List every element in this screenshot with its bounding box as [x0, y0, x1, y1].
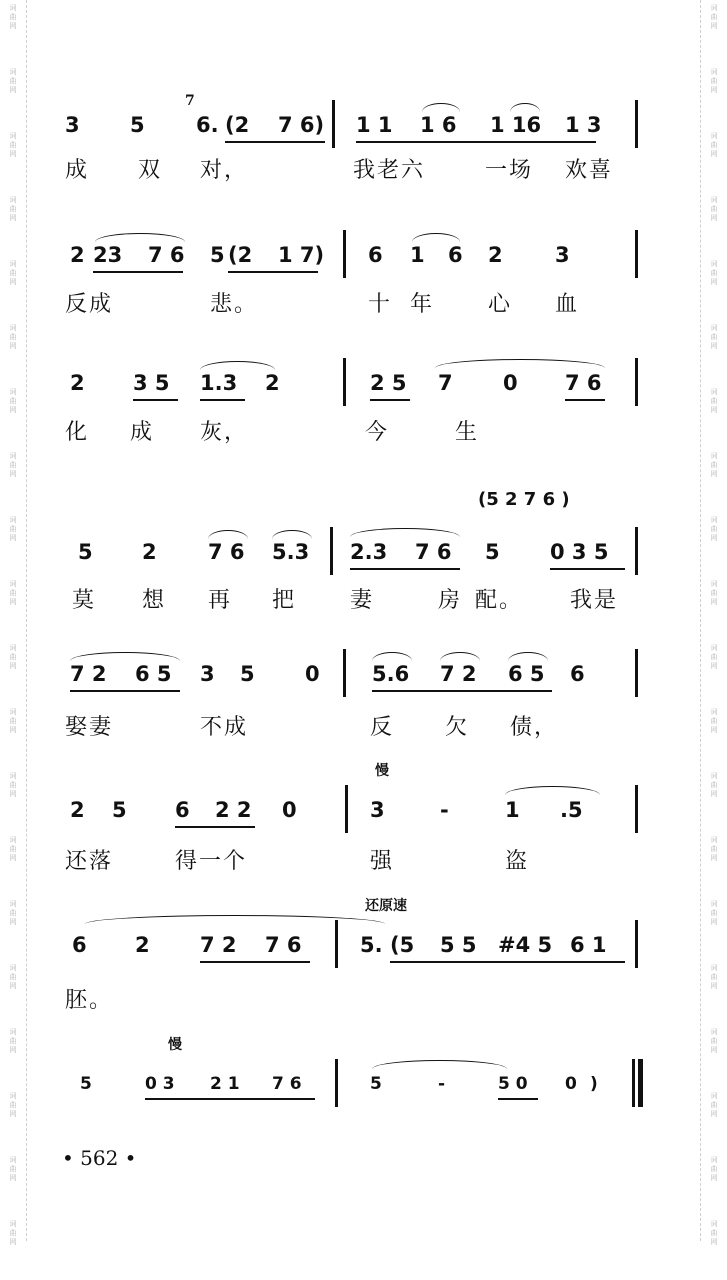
note: 0 3 5: [550, 540, 609, 564]
watermark-glyphs: 词 曲 网: [710, 388, 718, 414]
lyric: 今: [365, 420, 390, 445]
note: 5: [80, 1074, 92, 1094]
note: 6.: [196, 113, 219, 137]
lyric: 房: [438, 588, 463, 613]
watermark-glyphs: 词 曲 网: [9, 708, 17, 734]
note: 0: [305, 662, 320, 686]
tempo-marking: 还原速: [365, 898, 407, 914]
note: 6: [175, 798, 190, 822]
watermark-glyphs: 词 曲 网: [710, 196, 718, 222]
lyric: 生: [455, 420, 480, 445]
watermark-glyphs: 词 曲 网: [9, 196, 17, 222]
underline: [390, 961, 625, 963]
lyric: 灰，: [200, 420, 249, 445]
note: 7 6: [565, 371, 602, 395]
note: 6 5: [135, 662, 172, 686]
watermark-glyphs: 词 曲 网: [9, 452, 17, 478]
note: 2.3: [350, 540, 388, 564]
watermark-glyphs: 词 曲 网: [710, 68, 718, 94]
watermark-glyphs: 词 曲 网: [710, 1092, 718, 1118]
note: 6 5: [508, 662, 545, 686]
lyric: 我老六: [353, 158, 426, 183]
note: 5 5: [440, 933, 477, 957]
note: 5: [370, 1074, 382, 1094]
watermark-glyphs: 词 曲 网: [9, 68, 17, 94]
watermark-glyphs: 词 曲 网: [9, 580, 17, 606]
note: 1 3: [565, 113, 602, 137]
note: 6: [448, 243, 463, 267]
underline: [70, 690, 180, 692]
lyric: 血: [555, 292, 580, 317]
watermark-glyphs: 词 曲 网: [710, 836, 718, 862]
note: 6 1: [570, 933, 607, 957]
notation-row: [60, 363, 645, 403]
watermark-glyphs: 词 曲 网: [710, 708, 718, 734]
note: 5: [240, 662, 255, 686]
lyric: 莫: [72, 588, 97, 613]
underline: [370, 399, 410, 401]
watermark-glyphs: 词 曲 网: [9, 900, 17, 926]
barline: [635, 649, 638, 697]
lyric: 得一个: [175, 849, 248, 874]
note: 5.: [360, 933, 383, 957]
note: (2: [225, 113, 250, 137]
note: 7 6: [208, 540, 245, 564]
notation-row: [60, 235, 645, 275]
watermark-glyphs: 词 曲 网: [9, 1156, 17, 1182]
watermark-glyphs: 词 曲 网: [9, 964, 17, 990]
lyric: 不成: [200, 715, 249, 740]
note: 2: [488, 243, 503, 267]
final-barline-thin: [632, 1059, 635, 1107]
note: 2: [135, 933, 150, 957]
slur: [372, 1060, 507, 1069]
note: 7: [438, 371, 453, 395]
watermark-left: [0, 0, 27, 1246]
lyric: 对，: [200, 158, 249, 183]
underline: [372, 690, 552, 692]
watermark-glyphs: 词 曲 网: [710, 260, 718, 286]
notation-row: [60, 1064, 645, 1104]
lyric: 年: [410, 292, 435, 317]
watermark-glyphs: 词 曲 网: [9, 516, 17, 542]
watermark-glyphs: 词 曲 网: [710, 1028, 718, 1054]
barline: [332, 100, 335, 148]
note: 2: [70, 371, 85, 395]
barline: [635, 230, 638, 278]
note: 23: [93, 243, 123, 267]
barline: [345, 785, 348, 833]
lyric: 反: [370, 715, 395, 740]
note: 5: [112, 798, 127, 822]
notation-row: [60, 532, 645, 572]
note: 5: [130, 113, 145, 137]
watermark-glyphs: 词 曲 网: [710, 900, 718, 926]
watermark-glyphs: 词 曲 网: [9, 644, 17, 670]
underline: [565, 399, 605, 401]
note: 1 1: [356, 113, 393, 137]
watermark-glyphs: 词 曲 网: [710, 4, 718, 30]
watermark-glyphs: 词 曲 网: [9, 260, 17, 286]
note: 2: [70, 798, 85, 822]
lyric: 把: [272, 588, 297, 613]
note: 7 6: [272, 1074, 302, 1094]
watermark-glyphs: 词 曲 网: [9, 772, 17, 798]
note: 1 7): [278, 243, 325, 267]
notation-row: [60, 654, 645, 694]
note: 5 0: [498, 1074, 528, 1094]
lyric: 心: [488, 292, 513, 317]
note: 3: [555, 243, 570, 267]
note: 2: [142, 540, 157, 564]
slur: [435, 359, 605, 368]
underline: [175, 826, 255, 828]
watermark-glyphs: 词 曲 网: [9, 836, 17, 862]
watermark-glyphs: 词 曲 网: [710, 452, 718, 478]
underline: [550, 568, 625, 570]
notation-row: [60, 93, 645, 145]
note: 1: [410, 243, 425, 267]
lyric: 配。: [475, 588, 524, 613]
lyric: 化: [65, 420, 90, 445]
lyric: 再: [208, 588, 233, 613]
lyric: 想: [142, 588, 167, 613]
lyric: 娶妻: [65, 715, 114, 740]
underline: [350, 568, 460, 570]
watermark-glyphs: 词 曲 网: [710, 1156, 718, 1182]
note: ): [590, 1074, 598, 1094]
lyric: 双: [138, 158, 163, 183]
barline: [635, 920, 638, 968]
notation-prefix-row: [60, 480, 645, 520]
watermark-glyphs: 词 曲 网: [710, 132, 718, 158]
note: 3: [200, 662, 215, 686]
note: -: [440, 798, 449, 822]
watermark-glyphs: 词 曲 网: [9, 1028, 17, 1054]
grace-note: 7: [185, 93, 195, 109]
lyric: 悲。: [210, 292, 259, 317]
note: -: [438, 1074, 446, 1094]
note: 3 5: [133, 371, 170, 395]
note: 7 6: [148, 243, 185, 267]
note: 2: [265, 371, 280, 395]
note: 1.3: [200, 371, 238, 395]
tempo-marking: 慢: [168, 1037, 182, 1053]
barline: [635, 100, 638, 148]
note: 7 2: [440, 662, 477, 686]
note: 7 6: [415, 540, 452, 564]
note: 7 6): [278, 113, 325, 137]
watermark-right: [700, 0, 727, 1246]
note: 2 5: [370, 371, 407, 395]
lyric: 反成: [65, 292, 114, 317]
lyric: 我是: [570, 588, 619, 613]
lyric: 成: [65, 158, 90, 183]
watermark-glyphs: 词 曲 网: [9, 324, 17, 350]
note: 5.6: [372, 662, 410, 686]
note: .5: [560, 798, 583, 822]
lyric: 盗: [505, 849, 530, 874]
watermark-glyphs: 词 曲 网: [710, 772, 718, 798]
watermark-glyphs: 词 曲 网: [710, 644, 718, 670]
notation-row: [60, 790, 645, 830]
lyric: 还落: [65, 849, 114, 874]
lyric: 妻: [350, 588, 375, 613]
note: 3: [65, 113, 80, 137]
lyric: 债，: [510, 715, 559, 740]
note: 5: [210, 243, 225, 267]
note: 6: [570, 662, 585, 686]
watermark-glyphs: 词 曲 网: [9, 1220, 17, 1246]
watermark-glyphs: 词 曲 网: [710, 964, 718, 990]
watermark-glyphs: 词 曲 网: [9, 132, 17, 158]
note: 7 6: [265, 933, 302, 957]
page-number: • 562 •: [62, 1146, 137, 1170]
lyric: 欢喜: [565, 158, 614, 183]
lyric: 成: [130, 420, 155, 445]
barline: [335, 1059, 338, 1107]
watermark-glyphs: 词 曲 网: [9, 1092, 17, 1118]
note: (5: [390, 933, 415, 957]
underline: [145, 1098, 315, 1100]
final-barline-thick: [638, 1059, 643, 1107]
slur: [85, 915, 385, 924]
note: 0: [503, 371, 518, 395]
underline: [200, 399, 245, 401]
underline: [133, 399, 178, 401]
note: 1 6: [420, 113, 457, 137]
barline: [343, 230, 346, 278]
lyric: 胚。: [65, 988, 114, 1013]
underline: [228, 271, 318, 273]
note: 0 3: [145, 1074, 175, 1094]
note: 2: [70, 243, 85, 267]
barline: [635, 358, 638, 406]
note: 1 16: [490, 113, 542, 137]
watermark-glyphs: 词 曲 网: [710, 1220, 718, 1246]
note: 1: [505, 798, 520, 822]
barline: [343, 649, 346, 697]
watermark-glyphs: 词 曲 网: [710, 516, 718, 542]
barline: [335, 920, 338, 968]
note: 5: [485, 540, 500, 564]
note: 2 2: [215, 798, 252, 822]
note: 0: [565, 1074, 577, 1094]
lyric: 强: [370, 849, 395, 874]
note: 7 2: [70, 662, 107, 686]
note: 0: [282, 798, 297, 822]
underline: [93, 271, 183, 273]
note: 5.3: [272, 540, 310, 564]
watermark-glyphs: 词 曲 网: [710, 580, 718, 606]
note: 6: [72, 933, 87, 957]
notation-row: [60, 925, 645, 965]
lyric: 欠: [445, 715, 470, 740]
underline: [225, 141, 325, 143]
barline: [330, 527, 333, 575]
watermark-glyphs: 词 曲 网: [710, 324, 718, 350]
bracketed-interlude: (5 2 7 6 ): [478, 489, 570, 510]
barline: [343, 358, 346, 406]
note: 3: [370, 798, 385, 822]
slur: [350, 528, 460, 537]
underline: [356, 141, 596, 143]
note: (2: [228, 243, 253, 267]
watermark-glyphs: 词 曲 网: [9, 4, 17, 30]
barline: [635, 527, 638, 575]
barline: [635, 785, 638, 833]
note: 7 2: [200, 933, 237, 957]
underline: [498, 1098, 538, 1100]
note: #4 5: [498, 933, 553, 957]
tempo-marking: 慢: [375, 763, 389, 779]
note: 2 1: [210, 1074, 240, 1094]
slur: [505, 786, 600, 795]
lyric: 一场: [485, 158, 534, 183]
watermark-glyphs: 词 曲 网: [9, 388, 17, 414]
lyric: 十: [368, 292, 393, 317]
note: 6: [368, 243, 383, 267]
underline: [200, 961, 310, 963]
note: 5: [78, 540, 93, 564]
